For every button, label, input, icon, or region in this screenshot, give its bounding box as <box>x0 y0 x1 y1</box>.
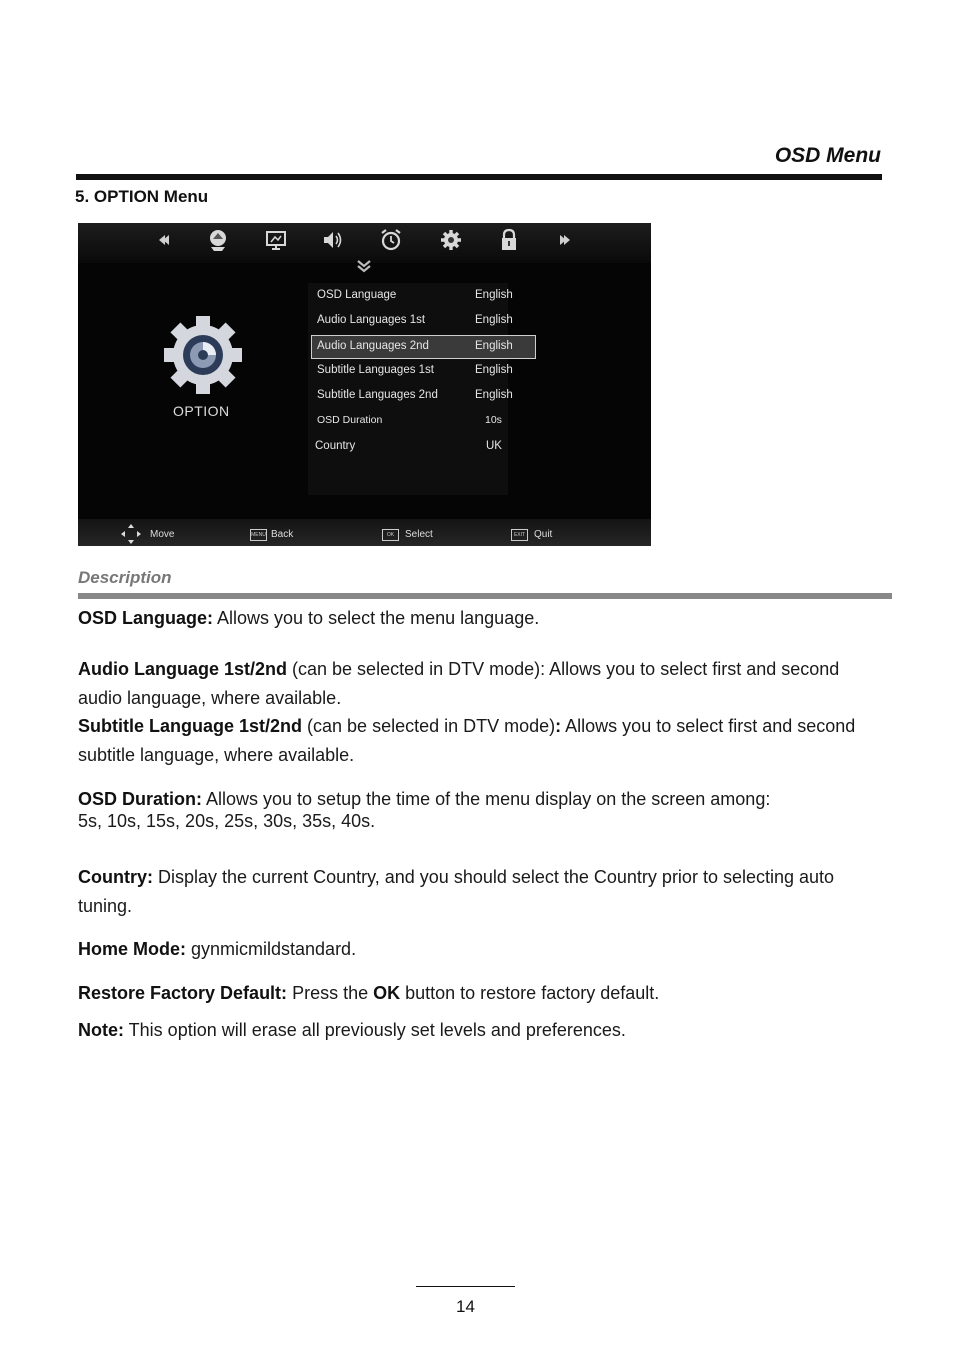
menu-row-osd-duration[interactable] <box>317 410 567 432</box>
osd-language-paragraph: OSD Language: Allows you to select the menu language. <box>78 608 540 628</box>
menu-row-subtitle-2nd[interactable] <box>317 385 567 407</box>
page-header-title: OSD Menu <box>774 144 881 167</box>
menu-row-label: Audio Languages 2nd <box>317 340 429 352</box>
menu-row-label: OSD Duration <box>317 414 383 426</box>
header-divider <box>76 174 882 180</box>
exit-key-icon: EXIT <box>511 529 528 541</box>
menu-row-country[interactable] <box>317 436 567 458</box>
audio-language-paragraph: Audio Language 1st/2nd (can be selected in DTV mode): Allows you to select first and second audio language, where available. <box>78 659 840 708</box>
note-paragraph: Note: This option will erase all previously set levels and preferences. <box>78 1020 626 1040</box>
subtitle-language-paragraph: Subtitle Language 1st/2nd (can be selected in DTV mode): Allows you to select first and second subtitle language, where available. <box>78 716 856 765</box>
menu-row-value: English <box>475 289 513 301</box>
option-gear-icon <box>158 310 248 400</box>
menu-row-value: English <box>475 389 513 401</box>
arrow-right-icon[interactable] <box>550 227 576 253</box>
menu-row-label: Subtitle Languages 2nd <box>317 389 438 401</box>
menu-row-value: 10s <box>485 414 502 426</box>
description-divider <box>78 593 892 599</box>
menu-row-audio-1st[interactable] <box>317 310 567 332</box>
sound-icon[interactable] <box>320 227 346 253</box>
lock-icon[interactable] <box>496 227 522 253</box>
arrow-left-icon[interactable] <box>153 227 179 253</box>
page-number: 14 <box>456 1297 475 1316</box>
country-paragraph: Country: Display the current Country, and you should select the Country prior to selecting auto tuning. <box>78 867 835 916</box>
menu-row-label: Country <box>315 440 356 452</box>
move-arrows-icon <box>120 523 142 545</box>
osd-screenshot <box>78 223 651 546</box>
menu-row-label: Subtitle Languages 1st <box>317 364 435 376</box>
description-title: Description <box>78 568 172 587</box>
menu-row-label: OSD Language <box>317 289 397 301</box>
osd-duration-paragraph: OSD Duration: Allows you to setup the time of the menu display on the screen among: 5s, 10s, 15s, 20s, 25s, 30s, 35s, 40s. <box>78 789 771 831</box>
term: OSD Duration: <box>78 789 202 809</box>
restore-default-paragraph: Restore Factory Default: Press the OK button to restore factory default. <box>78 983 660 1003</box>
hint-move: Move <box>150 529 175 540</box>
menu-row-value: English <box>475 314 513 326</box>
home-mode-paragraph: Home Mode: gynmicmildstandard. <box>78 939 357 959</box>
menu-row-audio-2nd-selected[interactable] <box>311 335 536 359</box>
menu-row-subtitle-1st[interactable] <box>317 360 567 382</box>
menu-row-osd-language[interactable] <box>317 285 567 307</box>
alarm-clock-icon[interactable] <box>378 227 404 253</box>
hint-select: Select <box>405 529 433 540</box>
menu-row-value: English <box>475 364 513 376</box>
gear-icon[interactable] <box>438 227 464 253</box>
term: Subtitle Language 1st/2nd <box>78 716 303 736</box>
option-title: OPTION <box>173 403 230 419</box>
term: Note: <box>78 1020 124 1040</box>
picture-icon[interactable] <box>205 227 231 253</box>
menu-key-icon: MENU <box>250 529 267 541</box>
term: Restore Factory Default: <box>78 983 288 1003</box>
chevron-down-icon <box>356 259 372 273</box>
hint-back: Back <box>271 529 294 540</box>
footer-divider <box>416 1286 515 1287</box>
term: Country: <box>78 867 153 887</box>
hint-quit: Quit <box>534 529 553 540</box>
menu-row-value: English <box>475 340 513 352</box>
menu-row-value: UK <box>486 440 502 452</box>
section-title: 5. OPTION Menu <box>75 187 209 206</box>
term: Audio Language 1st/2nd <box>78 659 288 679</box>
term: OSD Language: <box>78 608 214 628</box>
term: Home Mode: <box>78 939 186 959</box>
ok-key-icon: OK <box>382 529 399 541</box>
duration-options: 5s, 10s, 15s, 20s, 25s, 30s, 35s, 40s. <box>78 811 376 831</box>
menu-row-label: Audio Languages 1st <box>317 314 426 326</box>
screen-icon[interactable] <box>263 227 289 253</box>
